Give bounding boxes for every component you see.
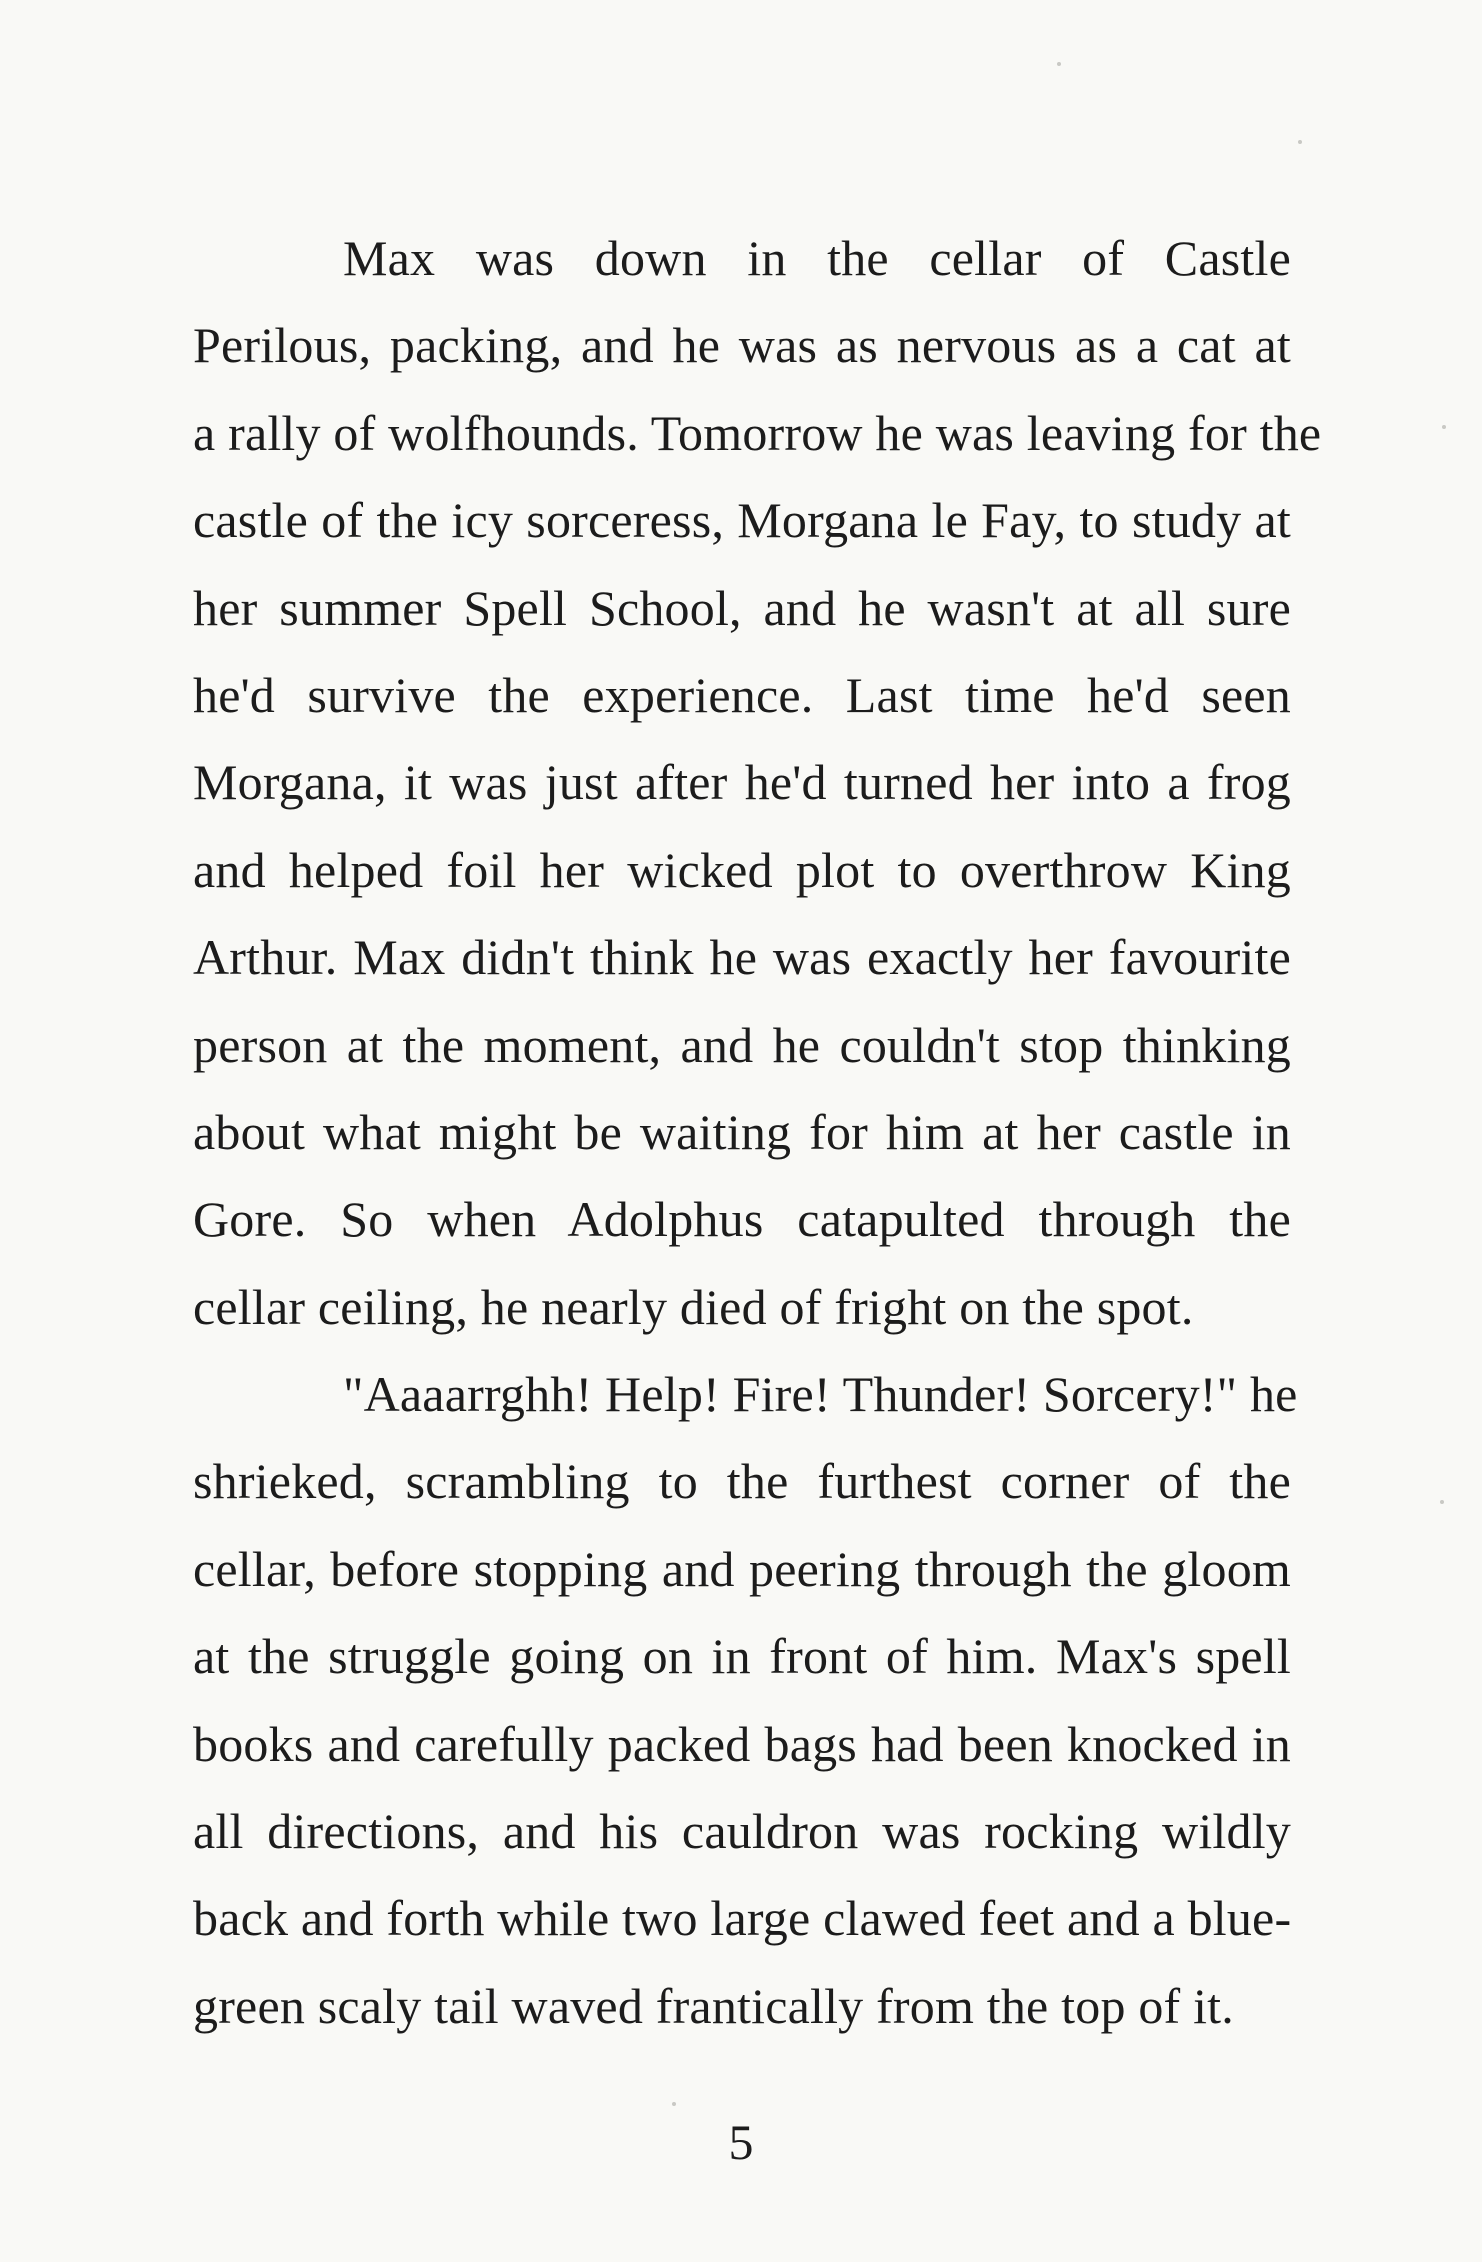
paragraph-1-line-7: Morgana, it was just after he'd turned her into a frog [193, 754, 1291, 811]
page-number: 5 [728, 2114, 754, 2170]
paragraph-1-line-10: person at the moment, and he couldn't stop thinking [193, 1016, 1291, 1073]
paragraph-1-line-2: Perilous, packing, and he was as nervous as a cat at [193, 317, 1291, 374]
paragraph-2-line-4: at the struggle going on in front of him. Max's spell [193, 1628, 1291, 1685]
paragraph-1-line-6: he'd survive the experience. Last time he'd seen [193, 666, 1291, 723]
paragraph-2-line-2: shrieked, scrambling to the furthest corner of the [193, 1453, 1291, 1510]
paragraph-2-line-5: books and carefully packed bags had been knocked in [193, 1715, 1291, 1772]
paragraph-1-line-9: Arthur. Max didn't think he was exactly her favourite [193, 929, 1291, 986]
paragraph-2-line-6: all directions, and his cauldron was rocking wildly [193, 1803, 1291, 1860]
paper-speck [672, 2102, 676, 2106]
paragraph-1-line-13: cellar ceiling, he nearly died of fright on the spot. [193, 1278, 1194, 1335]
paragraph-1-line-8: and helped foil her wicked plot to overthrow King [193, 841, 1291, 898]
paragraph-2-line-1: "Aaaarrghh! Help! Fire! Thunder! Sorcery!" he [343, 1366, 1298, 1423]
paper-speck [1442, 425, 1446, 429]
paragraph-2-line-8: green scaly tail waved frantically from the top of it. [193, 1977, 1234, 2034]
paper-speck [1440, 1500, 1444, 1504]
paragraph-1-line-3: a rally of wolfhounds. Tomorrow he was leaving for the [193, 404, 1322, 461]
paragraph-1-line-11: about what might be waiting for him at her castle in [193, 1103, 1291, 1160]
paragraph-1-line-4: castle of the icy sorceress, Morgana le Fay, to study at [193, 492, 1291, 549]
body-text [193, 215, 1322, 2050]
paper-speck [1298, 140, 1302, 144]
paragraph-1-line-12: Gore. So when Adolphus catapulted through the [193, 1191, 1291, 1248]
paragraph-1-line-1: Max was down in the cellar of Castle [343, 230, 1291, 286]
paragraph-2-line-7: back and forth while two large clawed feet and a blue- [193, 1890, 1292, 1947]
paragraph-1-line-5: her summer Spell School, and he wasn't at all sure [193, 579, 1291, 636]
paragraph-2-line-3: cellar, before stopping and peering through the gloom [193, 1540, 1291, 1597]
paper-speck [1057, 62, 1061, 66]
